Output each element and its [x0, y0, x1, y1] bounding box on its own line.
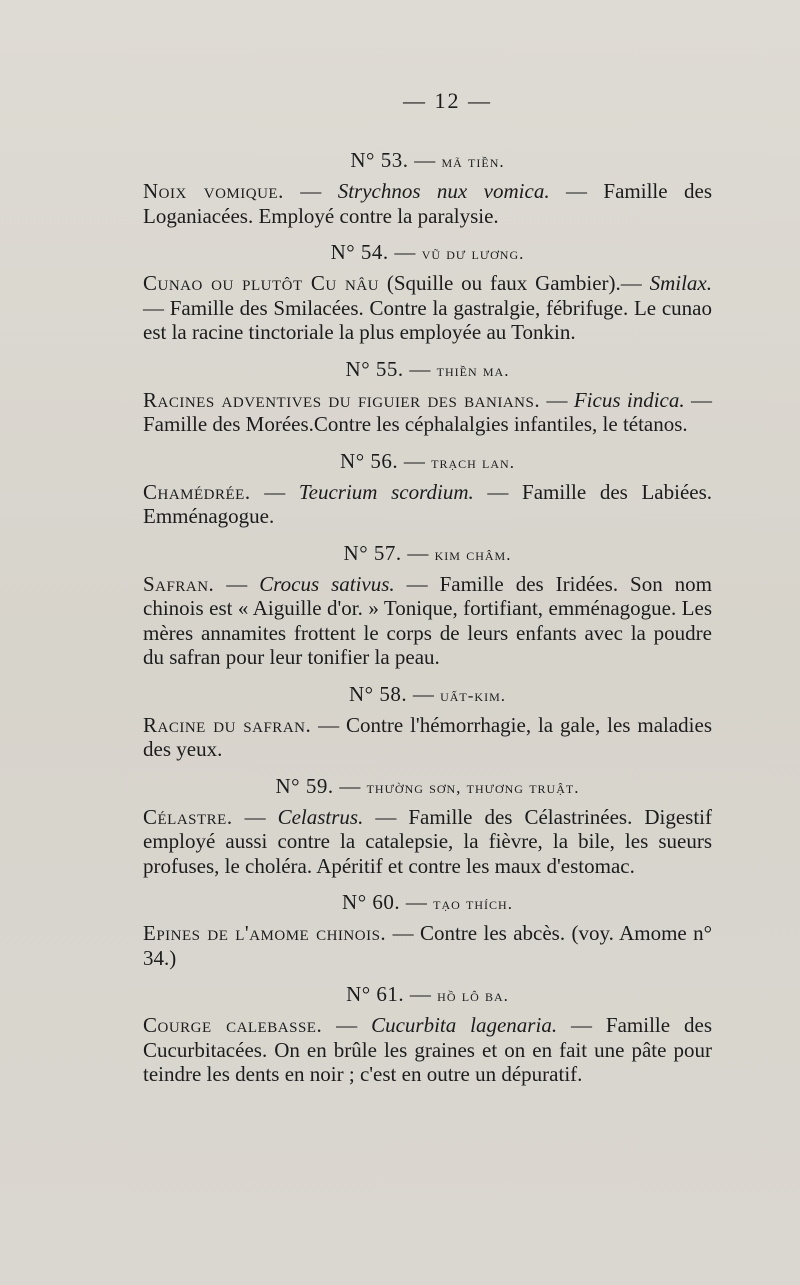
entry-term: Chamédrée.: [143, 479, 251, 504]
entry-term: Racine du safran.: [143, 712, 312, 737]
entry-term: Cunao ou plutôt Cu nâu: [143, 271, 380, 295]
entry-sep: (Squille ou faux Gambier).—: [379, 271, 650, 295]
entry-sep: —: [232, 804, 278, 829]
entry-name: tạo thích.: [433, 894, 513, 913]
entry-text: [143, 921, 712, 970]
entry-text: [143, 572, 712, 670]
entry-body: — Famille des Iridées. Son nom chinois est « Aiguille d'or. » Tonique, fortifiant, emménagogue. Les mères annamites frottent le corps de leurs enfants avec la poudre du safran pour leur tonifier la peau.: [143, 571, 713, 669]
entry-latin: Crocus sativus.: [259, 571, 395, 596]
entry-name: thường sơn, thương truật.: [366, 777, 580, 797]
entry-term: Célastre.: [143, 804, 233, 829]
entry-text: [143, 271, 712, 345]
entry-number: N° 59. —: [275, 773, 361, 798]
entry-text: [143, 480, 712, 529]
entry-name: trạch lan.: [431, 452, 515, 472]
entry-sep: —: [540, 387, 574, 412]
entry-sep: —: [250, 479, 299, 504]
entry-sep: —: [311, 712, 347, 737]
entry-heading: [143, 890, 712, 915]
entry-term: Courge calebasse.: [143, 1013, 323, 1037]
entry-latin: Celastrus.: [277, 804, 364, 829]
entry-heading: [143, 357, 712, 382]
entry-heading: [143, 774, 712, 799]
entry-number: N° 61. —: [346, 982, 432, 1006]
entry-60: [143, 890, 712, 970]
entry-name: vũ dư lương.: [421, 244, 525, 263]
entry-number: N° 57. —: [343, 540, 429, 565]
entry-sep: —: [322, 1013, 372, 1037]
entry-53: [143, 148, 712, 228]
entry-number: N° 54. —: [330, 240, 416, 264]
entry-name: kim châm.: [434, 544, 512, 564]
entry-61: [143, 982, 712, 1087]
entry-number: N° 60. —: [342, 890, 428, 914]
entry-name: uất-kim.: [440, 685, 506, 705]
entry-heading: [143, 148, 712, 173]
entry-name: mã tiền.: [441, 152, 505, 171]
entry-latin: Cucurbita lagenaria.: [371, 1013, 558, 1037]
entry-text: [143, 1013, 712, 1087]
entry-latin: Smilax.: [649, 271, 712, 295]
entry-sep: —: [386, 921, 420, 945]
entry-heading: [143, 982, 712, 1007]
entry-term: Racines adventives du figuier des banians.: [143, 387, 541, 412]
entry-sep: —: [283, 179, 338, 203]
entry-latin: Teucrium scordium.: [298, 479, 474, 504]
entry-heading: [143, 449, 712, 474]
entry-latin: Strychnos nux vomica.: [337, 179, 550, 203]
entry-text: [143, 713, 712, 762]
entry-term: Safran.: [143, 571, 215, 596]
entry-term: Noix vomique.: [143, 179, 284, 203]
entry-sep: —: [214, 571, 260, 596]
entry-latin: Ficus indica.: [573, 387, 685, 412]
entry-body: — Famille des Labiées. Emménagogue.: [143, 479, 713, 528]
entry-59: [143, 774, 712, 879]
entry-body: — Famille des Morées.Contre les céphalalgies infantiles, le tétanos.: [143, 387, 712, 436]
entry-number: N° 53. —: [350, 148, 436, 172]
entry-body: Contre l'hémorrhagie, la gale, les maladies des yeux.: [143, 712, 712, 761]
entry-body: — Famille des Cucurbitacées. On en brûle les graines et on en fait une pâte pour teindre les dents en noir ; c'est en outre un dépuratif.: [143, 1013, 713, 1086]
entry-text: [143, 805, 712, 879]
entry-text: [143, 179, 712, 228]
entry-body: Contre les abcès. (voy. Amome n° 34.): [143, 921, 713, 970]
entry-57: [143, 541, 712, 670]
entry-text: [143, 388, 712, 437]
entry-body: — Famille des Loganiacées. Employé contre la paralysie.: [143, 179, 713, 228]
entry-58: [143, 682, 712, 762]
entry-number: N° 58. —: [349, 681, 435, 706]
entry-heading: [143, 541, 712, 566]
entry-number: N° 56. —: [340, 448, 426, 473]
entry-term: Epines de l'amome chinois.: [143, 921, 387, 945]
entry-55: [143, 357, 712, 437]
entry-54: [143, 240, 712, 345]
page-number: — 12 —: [403, 88, 492, 113]
entry-heading: [143, 682, 712, 707]
entry-body: — Famille des Smilacées. Contre la gastralgie, fébrifuge. Le cunao est la racine tinctoriale la plus employée au Tonkin.: [143, 295, 712, 344]
entry-number: N° 55. —: [345, 356, 431, 381]
entry-body: — Famille des Célastrinées. Digestif employé aussi contre la catalepsie, la fièvre, la bile, les sueurs profuses, le choléra. Apéritif et contre les maux d'estomac.: [143, 804, 712, 878]
entry-name: thiền ma.: [436, 360, 510, 380]
entry-56: [143, 449, 712, 529]
entry-name: hồ lô ba.: [437, 986, 509, 1005]
entry-heading: [143, 240, 712, 265]
